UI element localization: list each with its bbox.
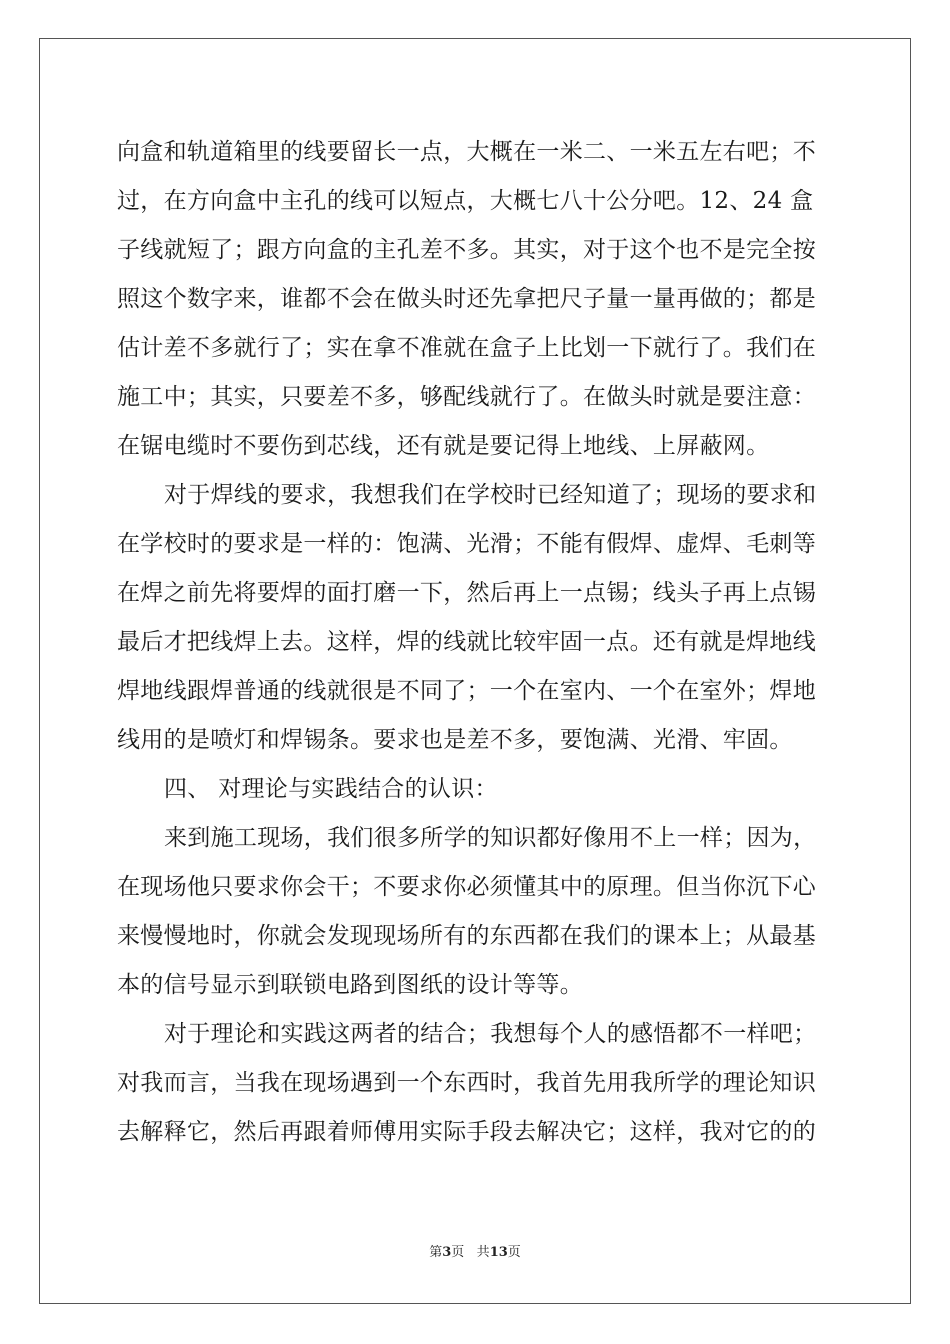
footer-total-prefix: 共 — [476, 1245, 490, 1260]
text-line: 子线就短了；跟方向盒的主孔差不多。其实，对于这个也不是完全按 — [117, 237, 816, 263]
text-line: 对于焊线的要求，我想我们在学校时已经知道了；现场的要求和 — [164, 482, 817, 508]
text-line: 对于理论和实践这两者的结合；我想每个人的感悟都不一样吧； — [164, 1021, 817, 1047]
text-line: 在焊之前先将要焊的面打磨一下，然后再上一点锡；线头子再上点锡 — [117, 580, 816, 606]
text-line: 过，在方向盒中主孔的线可以短点，大概七八十公分吧。12、24 盒 — [117, 188, 814, 214]
current-page-number: 3 — [442, 1245, 452, 1260]
text-line: 线用的是喷灯和焊锡条。要求也是差不多，要饱满、光滑、牢固。 — [117, 727, 793, 753]
text-line: 焊地线跟焊普通的线就很是不同了；一个在室内、一个在室外；焊地 — [117, 678, 816, 704]
text-line: 在学校时的要求是一样的：饱满、光滑；不能有假焊、虚焊、毛刺等 — [117, 531, 816, 557]
text-line: 四、 对理论与实践结合的认识： — [164, 776, 498, 802]
text-line: 在锯电缆时不要伤到芯线，还有就是要记得上地线、上屏蔽网。 — [117, 433, 770, 459]
text-line: 本的信号显示到联锁电路到图纸的设计等等。 — [117, 972, 583, 998]
text-line: 在现场他只要求你会干；不要求你必须懂其中的原理。但当你沉下心 — [117, 874, 816, 900]
text-line: 去解释它，然后再跟着师傅用实际手段去解决它；这样，我对它的的 — [117, 1119, 816, 1145]
total-pages-number: 13 — [489, 1245, 508, 1260]
footer-total-suffix: 页 — [507, 1245, 521, 1260]
text-line: 施工中；其实，只要差不多，够配线就行了。在做头时就是要注意： — [117, 384, 816, 410]
text-line: 照这个数字来，谁都不会在做头时还先拿把尺子量一量再做的；都是 — [117, 286, 816, 312]
text-line: 对我而言，当我在现场遇到一个东西时，我首先用我所学的理论知识 — [117, 1070, 816, 1096]
page-footer — [0, 1243, 950, 1263]
text-line: 来慢慢地时，你就会发现现场所有的东西都在我们的课本上；从最基 — [117, 923, 816, 949]
text-line: 最后才把线焊上去。这样，焊的线就比较牢固一点。还有就是焊地线 — [117, 629, 816, 655]
footer-page-suffix: 页 — [451, 1245, 465, 1260]
text-line: 向盒和轨道箱里的线要留长一点，大概在一米二、一米五左右吧；不 — [117, 139, 816, 165]
footer-prefix: 第 — [429, 1245, 443, 1260]
document-body — [117, 128, 833, 1157]
text-line: 来到施工现场，我们很多所学的知识都好像用不上一样；因为， — [164, 825, 817, 851]
text-line: 估计差不多就行了；实在拿不准就在盒子上比划一下就行了。我们在 — [117, 335, 816, 361]
